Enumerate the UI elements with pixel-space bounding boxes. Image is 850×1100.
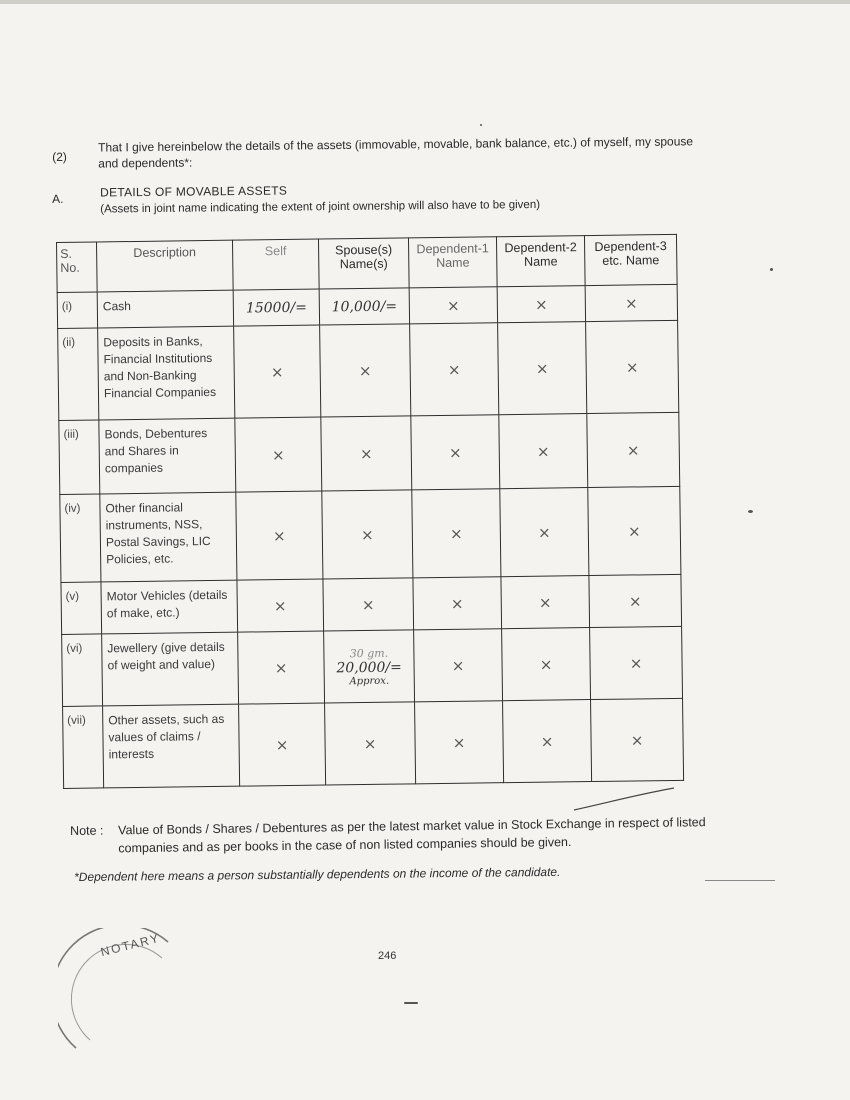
cell-dependent-2: × [503,700,592,783]
movable-assets-table [56,234,684,789]
cell-dependent-1: × [410,323,499,416]
cell-self: × [236,491,323,580]
table-row [60,486,681,582]
row-description: Jewellery (give details of weight and value) [102,632,239,706]
header-description: Description [97,240,234,292]
header-spouse: Spouse(s) Name(s) [318,238,409,289]
cell-self: × [234,325,321,418]
table-row [63,698,684,788]
cell-dependent-3: × [591,698,684,781]
intro-paragraph [52,133,694,171]
cell-dependent-1: × [414,629,503,702]
notary-stamp [58,928,198,1068]
cell-dependent-3: × [585,284,677,321]
row-sno: (vi) [62,634,103,707]
header-dependent-2: Dependent-2 Name [496,236,585,287]
cell-dependent-2: × [499,414,588,489]
cell-dependent-2: × [502,628,591,701]
cell-spouse: × [322,490,413,579]
row-description: Other assets, such as values of claims / interests [103,704,240,788]
cell-dependent-2: × [498,322,587,415]
cell-self: × [239,703,326,786]
cell-dependent-1: × [409,287,497,324]
cell-dependent-1: × [412,489,501,578]
row-description: Cash [97,290,233,328]
scan-edge [0,0,850,4]
header-self: Self [232,239,319,290]
cell-spouse: × [321,416,412,491]
row-sno: (iv) [60,494,101,583]
note-text: Value of Bonds / Shares / Debentures as per the latest market value in Stock Exchange in respect of listed companies and as per books in the case of non listed companies should be given. [118,815,706,856]
cell-dependent-3: × [587,412,680,487]
cell-self: × [238,631,325,704]
jewellery-approx: Approx. [349,675,390,687]
cell-dependent-3: × [588,486,681,575]
table-row [59,412,680,494]
cell-self: 15000/= [233,289,319,326]
cell-dependent-1: × [411,415,500,490]
cell-spouse: 10,000/= [319,288,409,325]
pen-stroke [570,784,680,814]
section-letter: A. [52,191,64,206]
table-row [62,626,683,706]
scan-speck [480,124,482,126]
scan-speck [404,1002,418,1004]
cell-dependent-2: × [501,576,590,629]
cell-self: × [237,579,324,632]
row-description: Bonds, Debentures and Shares in companies [99,418,236,494]
cell-self: × [235,417,322,492]
row-description: Motor Vehicles (details of make, etc.) [101,580,238,634]
row-sno: (i) [57,292,97,329]
row-sno: (ii) [58,328,99,421]
intro-text: That I give hereinbelow the details of the assets (immovable, movable, bank balance, etc.) of myself, my spouse and dependents*: [98,134,694,171]
cell-dependent-3: × [586,320,679,413]
section-title: DETAILS OF MOVABLE ASSETS [99,183,288,200]
cell-dependent-3: × [590,626,683,699]
row-sno: (vii) [63,706,104,789]
cell-dependent-1: × [415,701,504,784]
cell-spouse-jewellery [324,630,415,703]
header-sno: S. No. [57,242,98,293]
cell-spouse: × [323,578,414,631]
scan-speck [770,268,773,271]
section-subtitle: (Assets in joint name indicating the extent of joint ownership will also have to be given) [100,198,541,216]
intro-number: (2) [52,149,67,164]
table-row [61,574,682,634]
cell-spouse: × [325,702,416,785]
header-dependent-3: Dependent-3 etc. Name [584,234,677,285]
cell-dependent-3: × [589,574,682,627]
row-sno: (v) [61,582,102,635]
valuation-note [70,813,710,856]
cell-spouse: × [320,324,411,417]
scan-speck [705,880,775,881]
table-header-row [57,234,678,292]
movable-assets-table-wrapper [56,234,684,789]
dependent-footnote: *Dependent here means a person substantially dependents on the income of the candidate. [74,864,561,884]
note-label: Note : [70,823,104,838]
row-description: Deposits in Banks, Financial Institutions and Non-Banking Financial Companies [98,326,235,420]
jewellery-weight: 30 gm. [349,646,389,660]
scan-speck [748,510,753,513]
cell-dependent-2: × [500,488,589,577]
stamp-text: NOTARY [99,930,162,960]
jewellery-value: 20,000/= [336,659,402,676]
header-dependent-1: Dependent-1 Name [408,237,497,288]
page-number: 246 [378,950,397,962]
cell-dependent-1: × [413,577,502,630]
table-row [58,320,679,420]
row-description: Other financial instruments, NSS, Postal Savings, LIC Policies, etc. [100,492,237,582]
cell-dependent-2: × [497,286,585,323]
row-sno: (iii) [59,420,100,495]
